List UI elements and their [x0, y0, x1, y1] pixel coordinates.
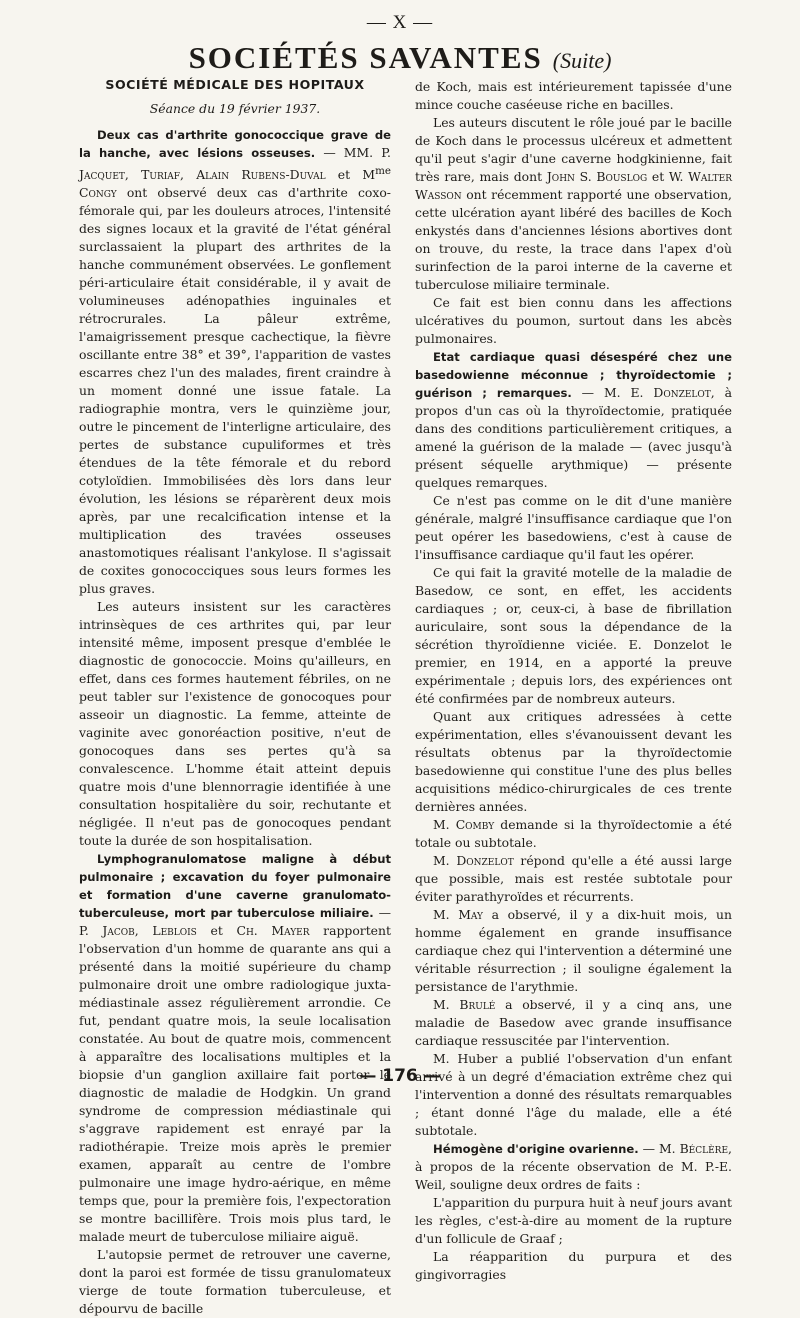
authors: Comby [455, 817, 495, 832]
paragraph: Deux cas d'arthrite gonococcique grave de la hanche, avec lésions osseuses. — MM. P. Jacquet, Turiaf, Alain Rubens-Duval et $M^{me}$ Congy ont observé deux cas d'arthrite coxo-fémorale qui, par les douleurs atroces, l'intensité des signes locaux et la gravité de l'état général surclassaient la plupart des arthrites de la hanche communément observées. Le gonflement péri-articulaire était considérable, il y avait de volumineuses adénopathies inguinales et rétrocrurales. La pâleur extrême, l'amaigrissement presque cachectique, la fièvre oscillante entre 38° et 39°, l'apparition de vastes escarres chez l'un des malades, firent craindre à un moment donné une issue fatale. La radiographie montra, vers le quinzième jour, outre le pincement de l'interligne articulaire, des pertes de substance cupuliformes et très étendues de la tête fémorale et du rebord cotyloïdien. Immobilisées dès lors dans leur évolution, les lésions se réparèrent deux mois après, par une recalcification intense et la multiplication des travées osseuses anastomotiques réalisant l'ankylose. Il s'agissait de coxites gonococciques sous leurs formes les plus graves. [79, 128, 391, 597]
society-heading: SOCIÉTÉ MÉDICALE DES HOPITAUX [105, 77, 365, 92]
paragraph: Hémogène d'origine ovarienne. — M. Béclère, à propos de la récente observation de M. P.-E. Weil, souligne deux ordres de faits : [415, 1141, 732, 1192]
page-number: — 176 — [359, 1066, 441, 1086]
paragraph: Les auteurs discutent le rôle joué par le bacille de Koch dans le processus ulcéreux et admettent qu'il peut s'agir d'une caverne hodgkinienne, fait très rare, mais dont John S. Bouslog et W. Walter Wasson ont récemment rapporté une observation, cette ulcération ayant libéré des bacilles de Koch enkystés dans d'anciennes lésions abortives dont on trouve, du reste, la trace dans l'apex d'où surinfection de la paroi interne de la caverne et tuberculose miliaire terminale. [415, 115, 732, 292]
section-title [0, 40, 800, 76]
section-title-main: SOCIÉTÉS SAVANTES [188, 40, 543, 75]
paragraph: Quant aux critiques adressées à cette expérimentation, elles s'évanouissent devant les résultats obtenus par la thyroïdectomie basedowienne qui constitue l'une des plus belles acquisitions médico-chirurgicales de ces trente dernières années. [415, 709, 732, 814]
authors: John S. Bouslog [546, 169, 648, 184]
paragraph: Les auteurs insistent sur les caractères intrinsèques de ces arthrites qui, par leur intensité même, imposent presque d'emblée le diagnostic de gonococcie. Moins qu'ailleurs, en effet, dans ces formes hautement fébriles, on ne peut tabler sur l'existence de gonocoques pour asseoir un diagnostic. La femme, atteinte de vaginite avec gonoréaction positive, n'eut de gonocoques dans ses pertes qu'à sa convalescence. L'homme était atteint depuis quatre mois d'une blennorragie identifiée à une consultation hospitalière du soir, rechutante et négligée. Il n'eut pas de gonocoques pendant toute la durée de son hospitalisation. [79, 599, 391, 849]
article-title: Etat cardiaque quasi désespéré chez une basedowienne méconnue ; thyroïdectomie ; guérison ; remarques. [415, 350, 732, 400]
article-title: Lymphogranulomatose maligne à début pulmonaire ; excavation du foyer pulmonaire et formation d'une caverne granulomato-tuberculeuse, mort par tuberculose miliaire. [79, 852, 391, 921]
authors: W. Walter Wasson [415, 169, 732, 202]
paragraph: La réapparition du purpura et des gingivorragies [415, 1249, 732, 1282]
right-column [415, 78, 732, 1282]
paragraph: M. Brulé a observé, il y a cinq ans, une maladie de Basedow avec grande insuffisance cardiaque ressuscitée par l'intervention. [415, 997, 732, 1048]
paragraph: L'autopsie permet de retrouver une caverne, dont la paroi est formée de tissu granulomateux vierge de toute formation tuberculeuse, et dépourvu de bacille [79, 1247, 391, 1317]
section-title-suite: (Suite) [552, 48, 612, 73]
paragraph: Ce fait est bien connu dans les affections ulcératives du poumon, surtout dans les abcès pulmonaires. [415, 295, 732, 346]
left-column [79, 76, 391, 1317]
article-title: Deux cas d'arthrite gonococcique grave de la hanche, avec lésions osseuses. [79, 128, 391, 160]
authors: Donzelot [456, 853, 514, 868]
paragraph: M. Comby demande si la thyroïdectomie a été totale ou subtotale. [415, 817, 732, 850]
paragraph: M. Huber a publié l'observation d'un enfant arrivé à un degré d'émaciation extrême chez qui l'intervention a donné des résultats remarquables ; étant donné l'âge du malade, elle a été subtotale. [415, 1051, 732, 1138]
authors: E. Donzelot [630, 385, 711, 400]
paragraph: Ce qui fait la gravité motelle de la maladie de Basedow, ce sont, en effet, les accidents cardiaques ; or, ceux-ci, à base de fibrillation auriculaire, sont sous la dépendance de la sécrétion thyroïdienne viciée. E. Donzelot le premier, en 1914, en a apporté la preuve expérimentale ; depuis lors, des expériences ont été confirmées par de nombreux auteurs. [415, 565, 732, 706]
authors: Béclère [679, 1141, 729, 1156]
authors: May [458, 907, 483, 922]
authors: Brulé [459, 997, 496, 1012]
article-title: Hémogène d'origine ovarienne. [433, 1142, 639, 1156]
paragraph: Ce n'est pas comme on le dit d'une manière générale, malgré l'insuffisance cardiaque que l'on peut opérer les basedowiens, c'est à cause de l'insuffisance cardiaque qu'il faut les opérer. [415, 493, 732, 562]
paragraph: M. May a observé, il y a dix-huit mois, un homme également en grande insuffisance cardiaque chez qui l'intervention a déterminé une véritable résurrection ; il souligne également la persistance de l'arythmie. [415, 907, 732, 994]
paragraph: M. Donzelot répond qu'elle a été aussi large que possible, mais est restée subtotale pour éviter parathyroïdes et récurrents. [415, 853, 732, 904]
authors: Congy [79, 185, 117, 201]
paragraph: Etat cardiaque quasi désespéré chez une basedowienne méconnue ; thyroïdectomie ; guérison ; remarques. — M. E. Donzelot, à propos d'un cas où la thyroïdectomie, pratiquée dans des conditions particulièrement critiques, a amené la guérison de la malade — (avec jusqu'à présent séquelle arythmique) — présente quelques remarques. [415, 350, 732, 490]
authors: P. Jacquet, Turiaf, Alain Rubens-Duval [79, 145, 391, 183]
section-number: — X — [366, 12, 434, 33]
paragraph: Lymphogranulomatose maligne à début pulmonaire ; excavation du foyer pulmonaire et formation d'une caverne granulomato-tuberculeuse, mort par tuberculose miliaire. — P. Jacob, Leblois et Ch. Mayer rapportent l'observation d'un homme de quarante ans qui a présenté dans la moitié supérieure du champ pulmonaire droit une ombre radiologique juxta-médiastinale assez régulièrement arrondie. Ce fut, pendant quatre mois, la seule localisation constatée. Au bout de quatre mois, commencent à apparaître des localisations multiples et la biopsie d'un ganglion axillaire fait porter le diagnostic de maladie de Hodgkin. Un grand syndrome de compression médiastinale qui s'aggrave rapidement est enrayé par la radiothérapie. Treize mois après le premier examen, apparaît au centre de l'ombre pulmonaire une image hydro-aérique, en même temps que, pour la première fois, l'expectoration se montre bacillifère. Trois mois plus tard, le malade meurt de tuberculose miliaire aiguë. [79, 852, 391, 1245]
paragraph: de Koch, mais est intérieurement tapissée d'une mince couche caséeuse riche en bacilles. [415, 79, 732, 112]
paragraph: L'apparition du purpura huit à neuf jours avant les règles, c'est-à-dire au moment de la rupture d'un follicule de Graaf ; [415, 1195, 732, 1246]
session-date: Séance du 19 février 1937. [149, 101, 321, 116]
authors: P. Jacob, Leblois [79, 923, 197, 939]
authors: Ch. Mayer [236, 923, 310, 939]
